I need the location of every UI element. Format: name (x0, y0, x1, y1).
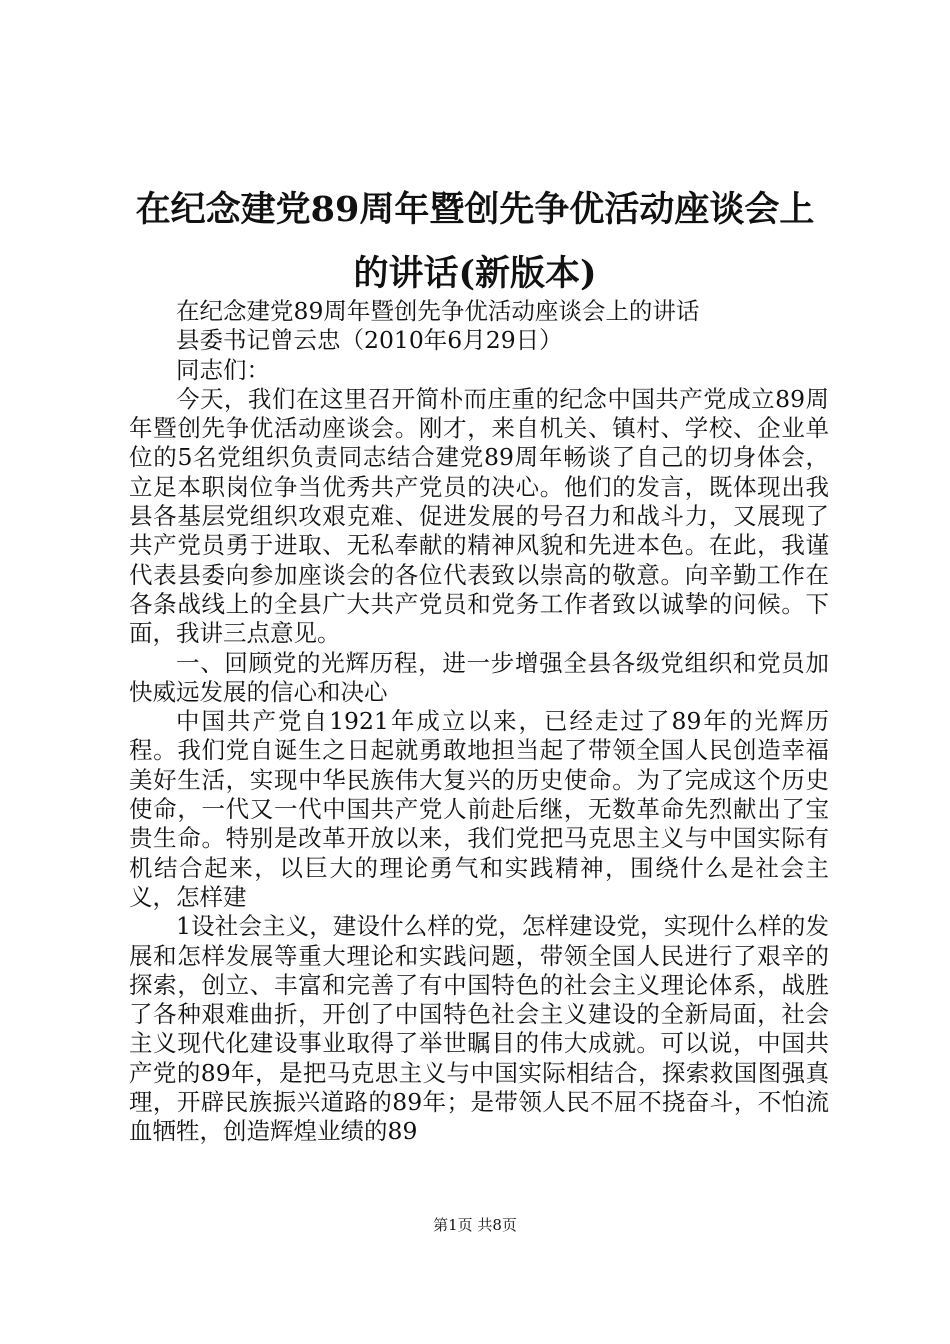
body-paragraph: 中国共产党自1921年成立以来，已经走过了89年的光辉历程。我们党自诞生之日起就勇敢地担当起了带领全国人民创造幸福美好生活，实现中华民族伟大复兴的历史使命。为了完成这个历史使命，一代又一代中国共产党人前赴后继，无数革命先烈献出了宝贵生命。特别是改革开放以来，我们党把马克思主义与中国实际有机结合起来，以巨大的理论勇气和实践精神，围绕什么是社会主义，怎样建 (129, 707, 829, 911)
page-footer: 第1页 共8页 (433, 1216, 517, 1234)
document-body (129, 297, 829, 1147)
title-line-2: 的讲话(新版本) (353, 253, 597, 294)
body-paragraph: 1设社会主义，建设什么样的党，怎样建设党，实现什么样的发展和怎样发展等重大理论和实践问题，带领全国人民进行了艰辛的探索，创立、丰富和完善了有中国特色的社会主义理论体系，战胜了各种艰难曲折，开创了中国特色社会主义建设的全新局面，社会主义现代化建设事业取得了举世瞩目的伟大成就。可以说，中国共产党的89年，是把马克思主义与中国实际相结合，探索救国图强真理，开辟民族振兴道路的89年；是带领人民不屈不挠奋斗，不怕流血牺牲，创造辉煌业绩的89 (129, 912, 829, 1146)
speaker-line: 县委书记曾云忠（2010年6月29日） (176, 326, 563, 355)
document-title (110, 178, 840, 306)
title-line-1: 在纪念建党89周年暨创先争优活动座谈会上 (135, 189, 815, 230)
salutation: 同志们： (176, 355, 270, 384)
section-heading: 一、回顾党的光辉历程，进一步增强全县各级党组织和党员加快威远发展的信心和决心 (129, 648, 829, 706)
speech-heading: 在纪念建党89周年暨创先争优活动座谈会上的讲话 (176, 297, 700, 325)
body-paragraph: 今天，我们在这里召开简朴而庄重的纪念中国共产党成立89周年暨创先争优活动座谈会。刚才，来自机关、镇村、学校、企业单位的5名党组织负责同志结合建党89周年畅谈了自己的切身体会，立足本职岗位争当优秀共产党员的决心。他们的发言，既体现出我县各基层党组织攻艰克难、促进发展的号召力和战斗力，又展现了共产党员勇于进取、无私奉献的精神风貌和先进本色。在此，我谨代表县委向参加座谈会的各位代表致以崇高的敬意。向辛勤工作在各条战线上的全县广大共产党员和党务工作者致以诚挚的问候。下面，我讲三点意见。 (129, 384, 829, 648)
